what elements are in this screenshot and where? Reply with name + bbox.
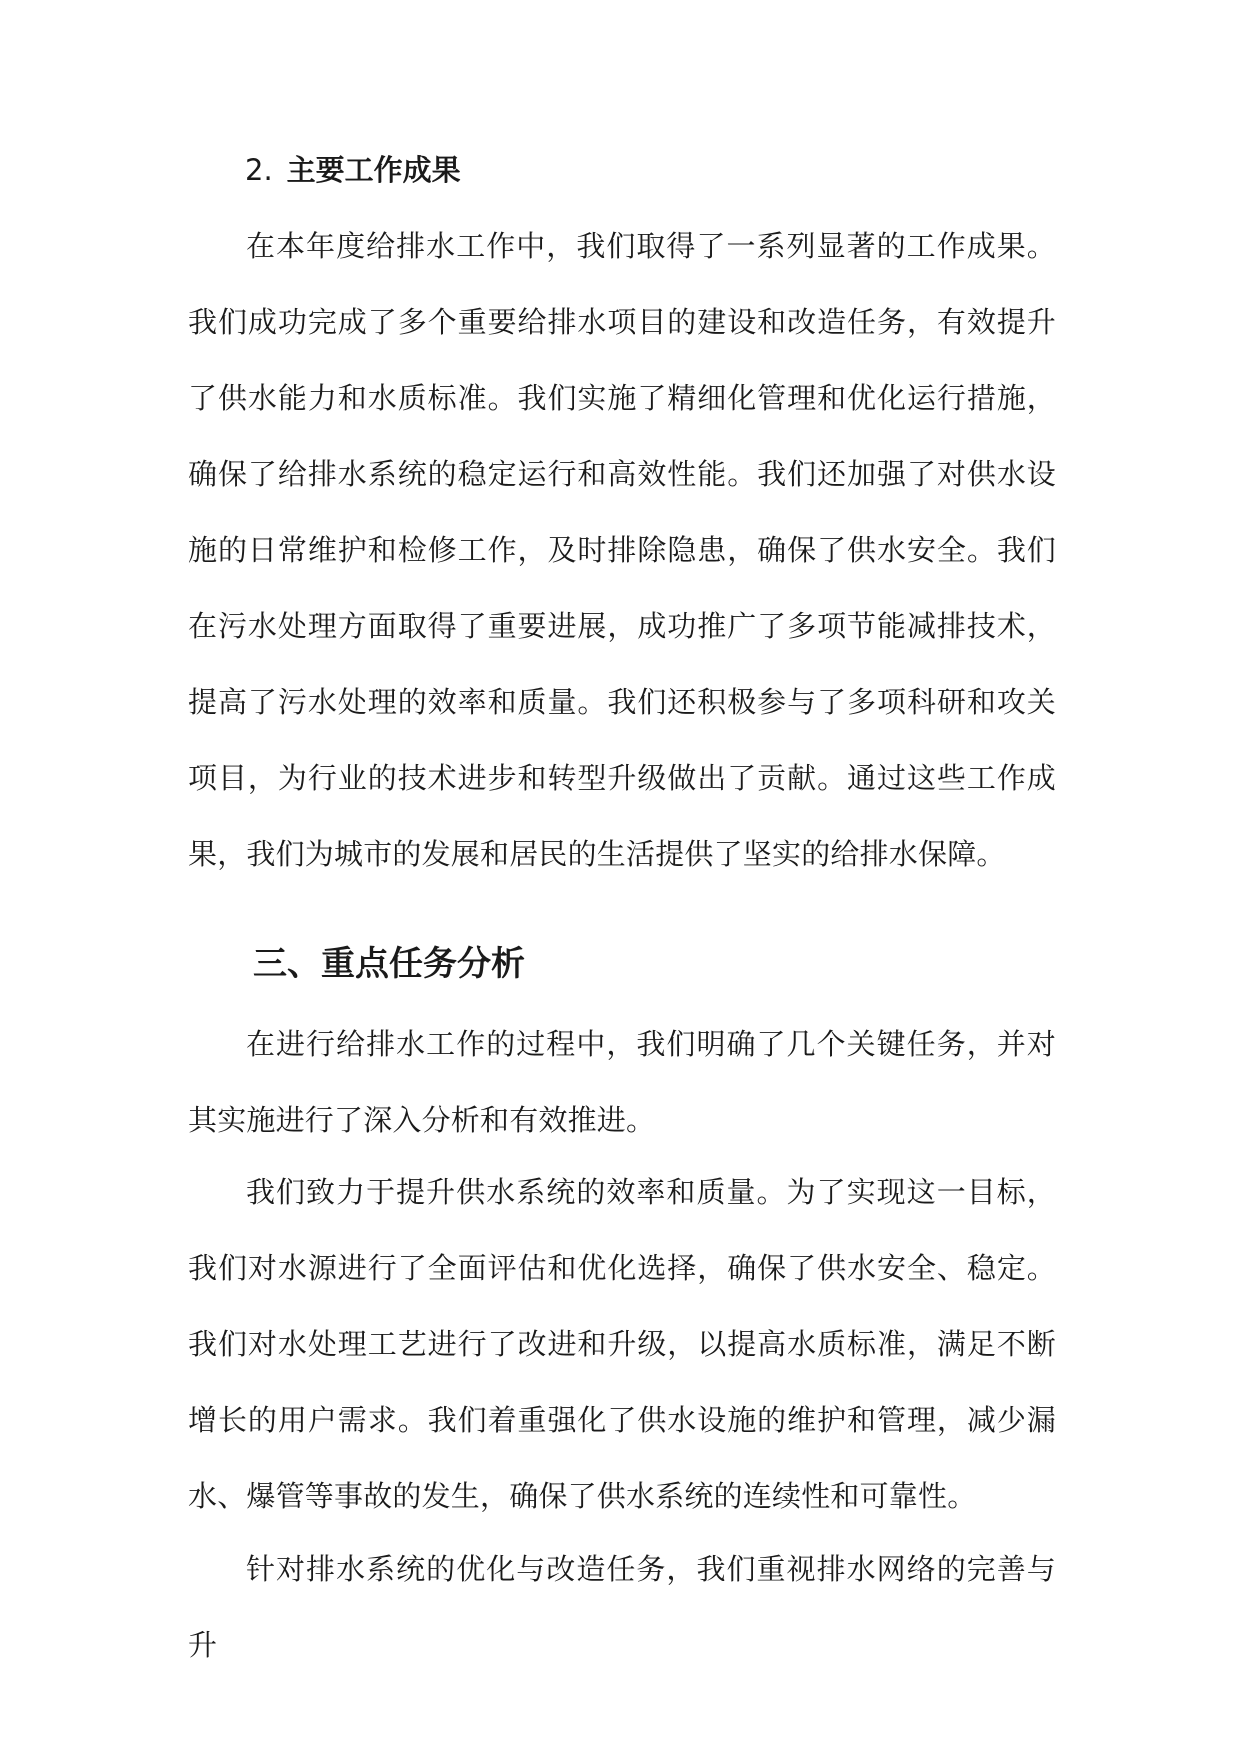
section-heading: 三、重点任务分析 [253, 944, 525, 984]
task-intro-paragraph: 在进行给排水工作的过程中，我们明确了几个关键任务，并对其实施进行了深入分析和有效推进。 [188, 1027, 1056, 1137]
work-results-paragraph: 在本年度给排水工作中，我们取得了一系列显著的工作成果。我们成功完成了多个重要给排水项目的建设和改造任务，有效提升了供水能力和水质标准。我们实施了精细化管理和优化运行措施，确保了给排水系统的稳定运行和高效性能。我们还加强了对供水设施的日常维护和检修工作，及时排除隐患，确保了供水安全。我们在污水处理方面取得了重要进展，成功推广了多项节能减排技术，提高了污水处理的效率和质量。我们还积极参与了多项科研和攻关项目，为行业的技术进步和转型升级做出了贡献。通过这些工作成果，我们为城市的发展和居民的生活提供了坚实的给排水保障。 [188, 229, 1056, 871]
drainage-paragraph: 针对排水系统的优化与改造任务，我们重视排水网络的完善与升 [188, 1552, 1056, 1662]
subsection-heading [245, 148, 461, 192]
subsection-title: 主要工作成果 [286, 153, 461, 187]
subsection-number: 2. [245, 153, 273, 187]
water-supply-paragraph: 我们致力于提升供水系统的效率和质量。为了实现这一目标，我们对水源进行了全面评估和优化选择，确保了供水安全、稳定。我们对水处理工艺进行了改进和升级，以提高水质标准，满足不断增长的用户需求。我们着重强化了供水设施的维护和管理，减少漏水、爆管等事故的发生，确保了供水系统的连续性和可靠性。 [188, 1175, 1056, 1513]
